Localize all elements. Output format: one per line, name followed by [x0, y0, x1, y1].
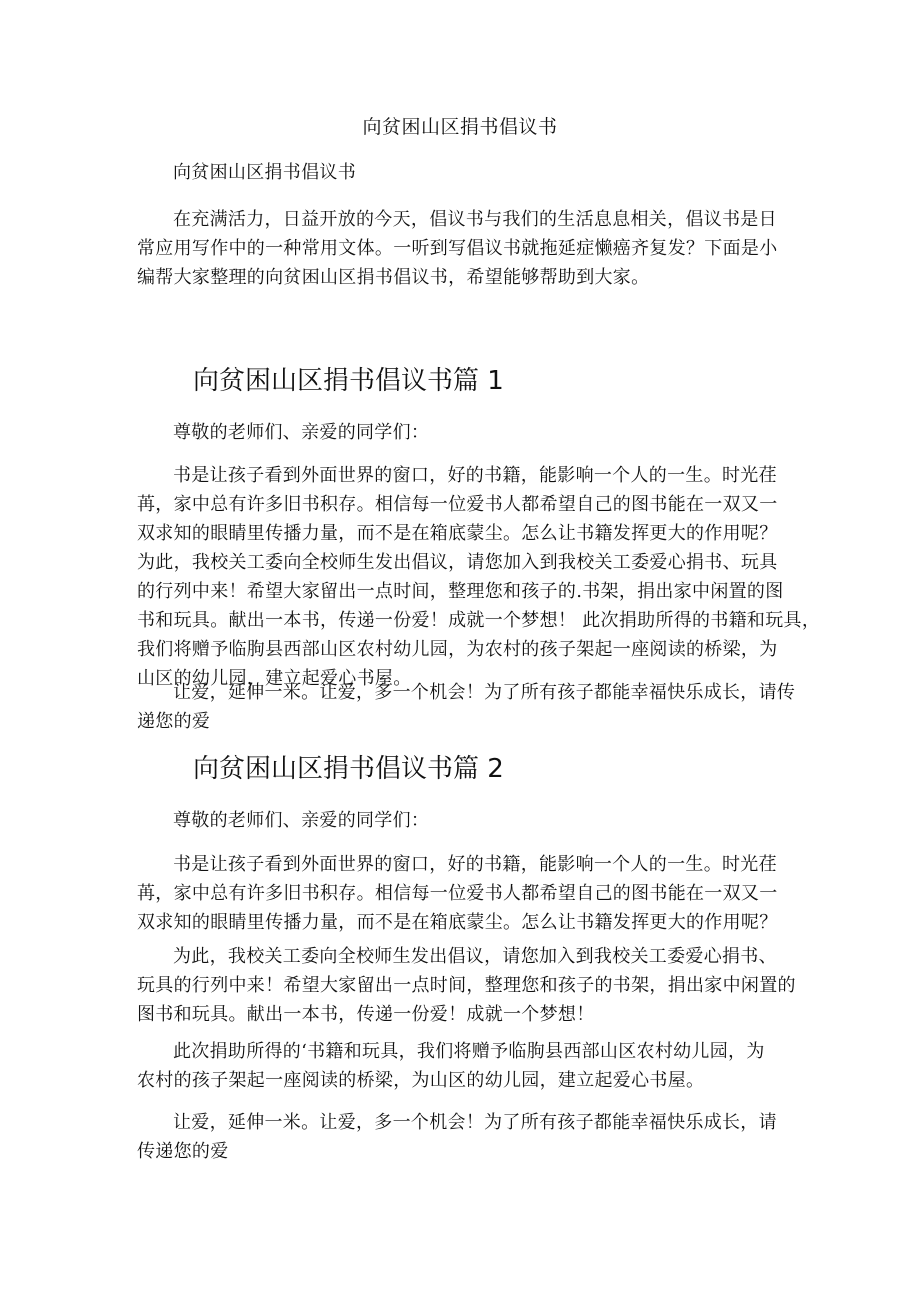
section-2-paragraph-4: 让爱，延伸一米。让爱，多一个机会！为了所有孩子都能幸福快乐成长，请 传递您的爱 — [137, 1112, 777, 1162]
section-1-heading: 向贫困山区捐书倡议书篇 1 — [193, 366, 504, 396]
section-2-greeting: 尊敬的老师们、亲爱的同学们： — [173, 810, 430, 831]
section-2-paragraph-2: 为此，我校关工委向全校师生发出倡议，请您加入到我校关工委爱心捐书、 玩具的行列中来！希望大家留出一点时间，整理您和孩子的书架，捐出家中闲置的 图书和玩具。献出一本书，传递一份爱！成就一个梦想！ — [137, 946, 796, 1025]
section-1-paragraph-2: 让爱，延伸一米。让爱，多一个机会！为了所有孩子都能幸福快乐成长，请传 递您的爱 — [137, 682, 796, 732]
document-title: 向贫困山区捐书倡议书 — [362, 116, 558, 138]
intro-paragraph: 在充满活力，日益开放的今天，倡议书与我们的生活息息相关，倡议书是日 常应用写作中的一种常用文体。一听到写倡议书就拖延症懒癌齐复发？下面是小 编帮大家整理的向贫困山区捐书倡议书，希望能够帮助到大家。 — [137, 209, 778, 288]
section-2-heading: 向贫困山区捐书倡议书篇 2 — [193, 754, 504, 784]
section-2-paragraph-1: 书是让孩子看到外面世界的窗口，好的书籍，能影响一个人的一生。时光荏 苒，家中总有许多旧书积存。相信每一位爱书人都希望自己的图书能在一双又一 双求知的眼睛里传播力量，而不是在箱底蒙尘。怎么让书籍发挥更大的作用呢？ — [137, 854, 778, 933]
section-1-greeting: 尊敬的老师们、亲爱的同学们： — [173, 422, 430, 443]
section-2-paragraph-3: 此次捐助所得的‘书籍和玩具，我们将赠予临朐县西部山区农村幼儿园，为 农村的孩子架起一座阅读的桥梁，为山区的幼儿园，建立起爱心书屋。 — [137, 1041, 765, 1091]
intro-subtitle: 向贫困山区捐书倡议书 — [173, 162, 356, 183]
section-1-paragraph-1: 书是让孩子看到外面世界的窗口，好的书籍，能影响一个人的一生。时光荏 苒，家中总有许多旧书积存。相信每一位爱书人都希望自己的图书能在一双又一 双求知的眼睛里传播力量，而不是在箱底蒙尘。怎么让书籍发挥更大的作用呢？ 为此，我校关工委向全校师生发出倡议，请您加入到我校关工委爱心捐书、玩具 的行列中来！希望大家留出一点时间，整理您和孩子的.书架，捐出家中闲置的图 书和玩具。献出一本书，传递一份爱！成就一个梦想！ 此次捐助所得的书籍和玩具， 我们将赠予临朐县西部山区农村幼儿园，为农村的孩子架起一座阅读的桥梁，为 山区的幼儿园，建立起爱心书屋。 — [137, 465, 821, 689]
